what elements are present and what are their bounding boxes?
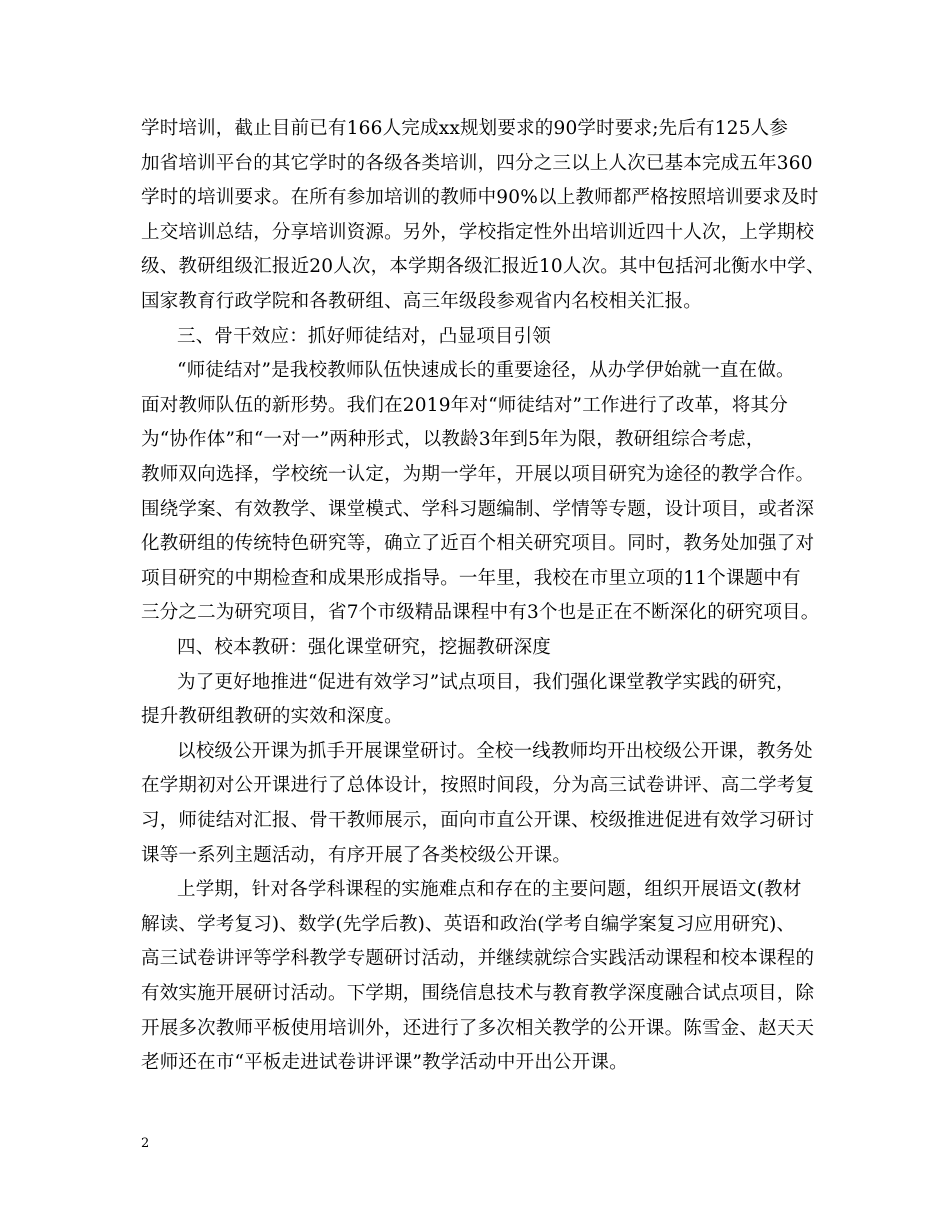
- text-line: 老师还在市“平板走进试卷讲评课”教学活动中开出公开课。: [141, 1052, 628, 1074]
- text-line: 以校级公开课为抓手开展课堂研讨。全校一线教师均开出校级公开课，教务处: [177, 740, 813, 762]
- text-line: 化教研组的传统特色研究等，确立了近百个相关研究项目。同时，教务处加强了对: [141, 533, 815, 555]
- text-line: 提升教研组教研的实效和深度。: [141, 706, 403, 728]
- text-line: 高三试卷讲评等学科教学专题研讨活动，并继续就综合实践活动课程和校本课程的: [141, 948, 815, 970]
- text-line: 在学期初对公开课进行了总体设计，按照时间段，分为高三试卷讲评、高二学考复: [141, 775, 815, 797]
- text-line: 开展多次教师平板使用培训外，还进行了多次相关教学的公开课。陈雪金、赵天天: [141, 1017, 815, 1039]
- text-line: 习，师徒结对汇报、骨干教师展示，面向市直公开课、校级推进促进有效学习研讨: [141, 810, 815, 831]
- text-line: 加省培训平台的其它学时的各级各类培训，四分之三以上人次已基本完成五年360: [141, 152, 813, 174]
- text-line: 国家教育行政学院和各教研组、高三年级段参观省内名校相关汇报。: [141, 291, 703, 312]
- section-heading: 四、校本教研：强化课堂研究，挖掘教研深度: [177, 637, 552, 658]
- text-line: 为了更好地推进“促进有效学习”试点项目，我们强化课堂教学实践的研究，: [177, 671, 795, 693]
- page-number: 2: [141, 1136, 150, 1151]
- text-line: 项目研究的中期检查和成果形成指导。一年里，我校在市里立项的11个课题中有: [141, 567, 801, 589]
- section-heading: 三、骨干效应：抓好师徒结对，凸显项目引领: [177, 325, 552, 347]
- text-line: 面对教师队伍的新形势。我们在2019年对“师徒结对”工作进行了改革，将其分: [141, 394, 788, 416]
- text-line: “师徒结对”是我校教师队伍快速成长的重要途径，从办学伊始就一直在做。: [177, 360, 795, 382]
- text-line: 上学期，针对各学科课程的实施难点和存在的主要问题，组织开展语文(教材: [177, 879, 802, 901]
- text-line: 教师双向选择，学校统一认定，为期一学年，开展以项目研究为途径的教学合作。: [141, 464, 815, 485]
- text-line: 级、教研组级汇报近20人次，本学期各级汇报近10人次。其中包括河北衡水中学、: [141, 256, 825, 278]
- text-line: 为“协作体”和“一对一”两种形式，以教龄3年到5年为限，教研组综合考虑，: [141, 429, 765, 451]
- text-line: 学时培训，截止目前已有166人完成xx规划要求的90学时要求;先后有125人参: [141, 118, 789, 139]
- text-line: 解读、学考复习)、数学(先学后教)、英语和政治(学考自编学案复习应用研究)、: [141, 913, 796, 935]
- text-line: 围绕学案、有效教学、课堂模式、学科习题编制、学情等专题，设计项目，或者深: [141, 498, 815, 520]
- text-line: 学时的培训要求。在所有参加培训的教师中90%以上教师都严格按照培训要求及时: [141, 187, 819, 209]
- text-line: 课等一系列主题活动，有序开展了各类校级公开课。: [141, 844, 572, 866]
- text-line: 三分之二为研究项目，省7个市级精品课程中有3个也是正在不断深化的研究项目。: [141, 602, 820, 624]
- text-line: 上交培训总结，分享培训资源。另外，学校指定性外出培训近四十人次，上学期校: [141, 221, 815, 243]
- text-line: 有效实施开展研讨活动。下学期，围绕信息技术与教育教学深度融合试点项目，除: [141, 983, 815, 1004]
